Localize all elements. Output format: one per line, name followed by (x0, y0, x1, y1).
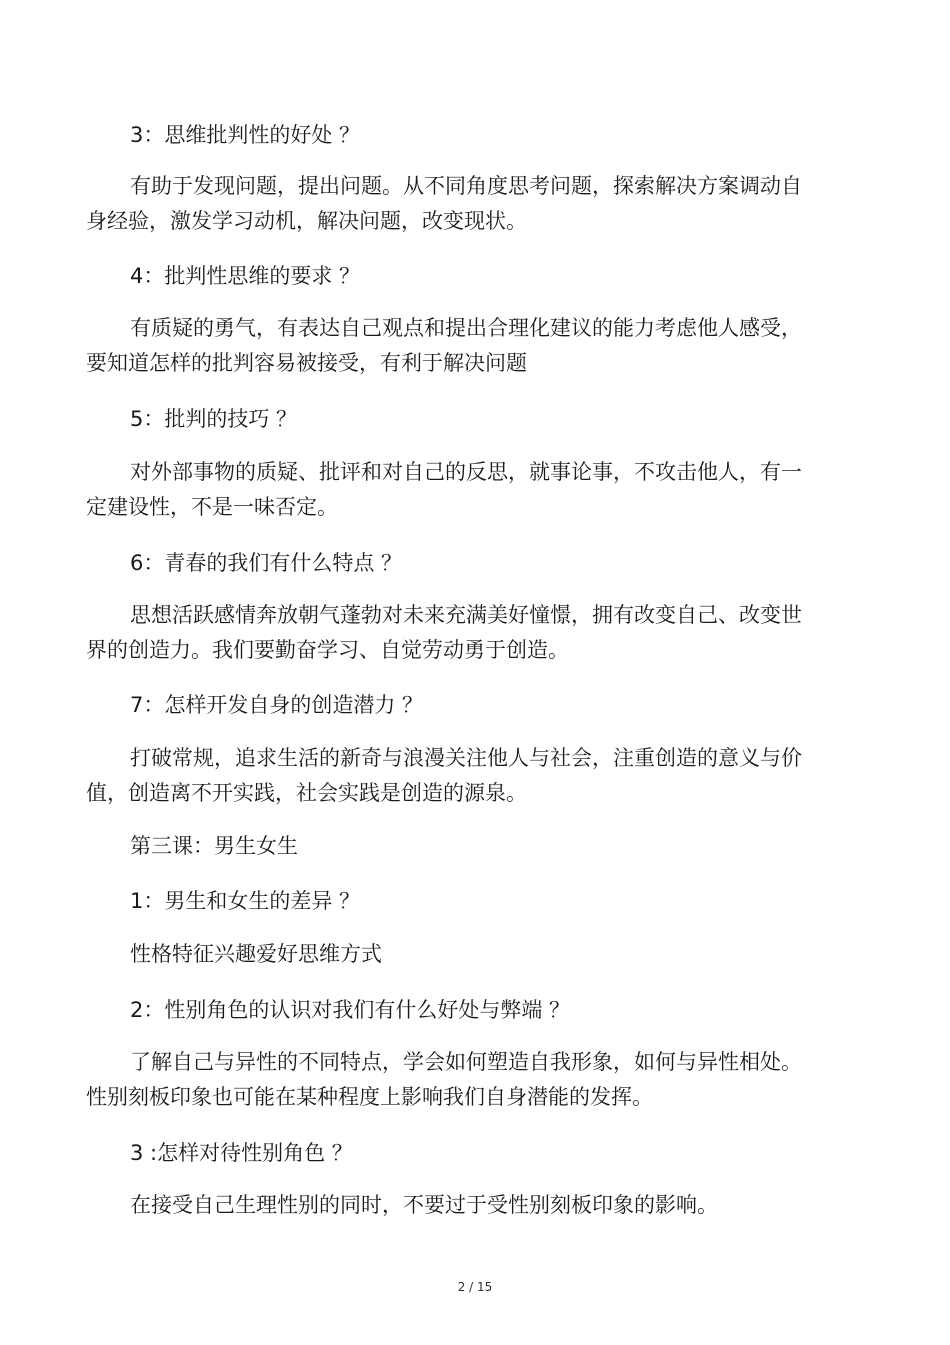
answer-l3-2-line-2: 性别刻板印象也可能在某种程度上影响我们自身潜能的发挥。 (86, 1085, 653, 1109)
answer-6-line-1: 思想活跃感情奔放朝气蓬勃对未来充满美好憧憬，拥有改变自己、改变世 (130, 603, 802, 627)
question-l3-1: 1：男生和女生的差异 ？ (130, 889, 361, 913)
question-l3-3: 3 :怎样对待性别角色 ？ (130, 1141, 353, 1165)
answer-5-line-2: 定建设性，不是一味否定。 (86, 495, 338, 519)
answer-3-line-2: 身经验，激发学习动机，解决问题，改变现状。 (86, 209, 527, 233)
page-number: 2 / 15 (457, 1280, 493, 1294)
question-5: 5：批判的技巧 ？ (130, 407, 298, 431)
question-4: 4：批判性思维的要求 ？ (130, 264, 361, 288)
answer-5-line-1: 对外部事物的质疑、批评和对自己的反思，就事论事，不攻击他人，有一 (130, 460, 802, 484)
question-7: 7：怎样开发自身的创造潜力 ？ (130, 693, 424, 717)
question-3: 3：思维批判性的好处 ？ (130, 123, 361, 147)
answer-l3-1-line-1: 性格特征兴趣爱好思维方式 (130, 942, 382, 966)
answer-7-line-2: 值，创造离不开实践，社会实践是创造的源泉。 (86, 781, 527, 805)
answer-7-line-1: 打破常规，追求生活的新奇与浪漫关注他人与社会，注重创造的意义与价 (130, 746, 802, 770)
answer-4-line-2: 要知道怎样的批判容易被接受，有利于解决问题 (86, 351, 527, 375)
question-l3-2: 2：性别角色的认识对我们有什么好处与弊端 ？ (130, 998, 571, 1022)
lesson-title: 第三课：男生女生 (130, 834, 298, 858)
answer-l3-3-line-1: 在接受自己生理性别的同时，不要过于受性别刻板印象的影响。 (130, 1193, 718, 1217)
answer-4-line-1: 有质疑的勇气，有表达自己观点和提出合理化建议的能力考虑他人感受， (130, 316, 802, 340)
question-6: 6：青春的我们有什么特点 ？ (130, 551, 403, 575)
answer-6-line-2: 界的创造力。我们要勤奋学习、自觉劳动勇于创造。 (86, 638, 569, 662)
answer-3-line-1: 有助于发现问题，提出问题。从不同角度思考问题，探索解决方案调动自 (130, 174, 802, 198)
answer-l3-2-line-1: 了解自己与异性的不同特点，学会如何塑造自我形象，如何与异性相处。 (130, 1050, 802, 1074)
